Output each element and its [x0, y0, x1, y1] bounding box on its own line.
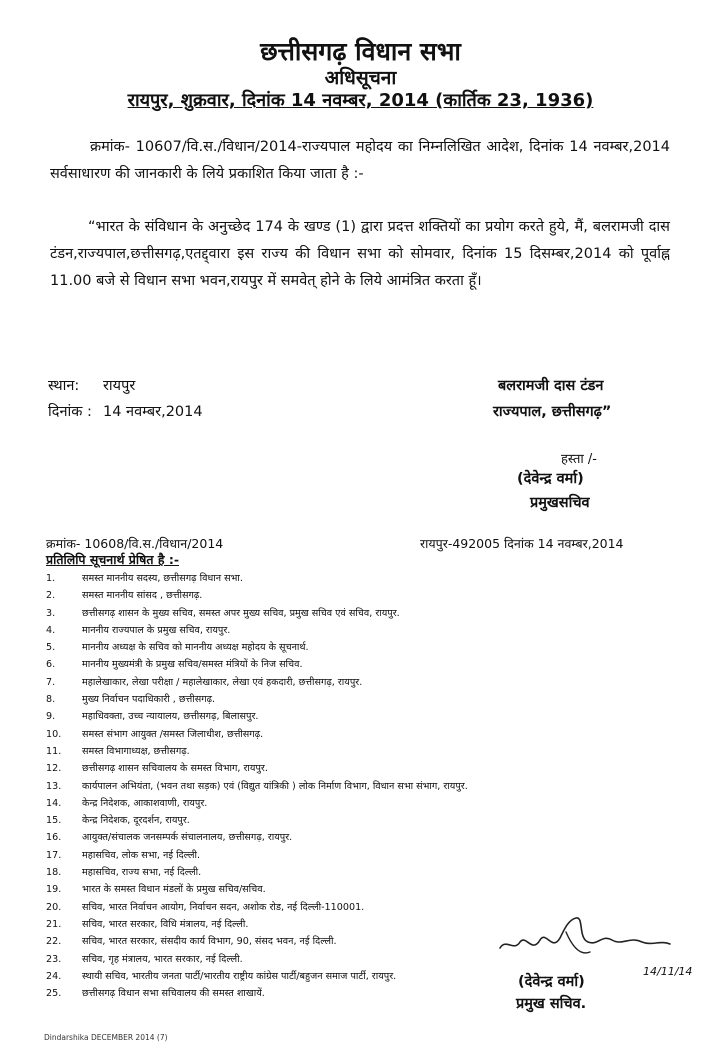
list-item [46, 900, 516, 917]
list-item-text: समस्त माननीय सदस्य, छत्तीसगढ़ विधान सभा. [82, 573, 243, 584]
dateline: रायपुर, शुक्रवार, दिनांक 14 नवम्बर, 2014 (कार्तिक 23, 1936) [127, 90, 594, 111]
list-item-number: 7. [46, 676, 56, 688]
list-item-number: 3. [46, 607, 56, 619]
list-item-number: 5. [46, 642, 56, 654]
signatory-name: (देवेन्द्र वर्मा) [518, 974, 585, 990]
list-item-text: भारत के समस्त विधान मंडलों के प्रमुख सचिव/सचिव. [82, 884, 266, 896]
date-value: 14 नवम्बर,2014 [103, 404, 203, 420]
list-item-number: 15. [46, 815, 62, 827]
list-item-text: मुख्य निर्वाचन पदाधिकारी , छत्तीसगढ़. [82, 694, 216, 706]
list-item-number: 10. [46, 728, 62, 740]
document-title: छत्तीसगढ़ विधान सभा [260, 37, 461, 66]
list-item [46, 675, 516, 692]
list-item [46, 709, 516, 726]
list-item-text: समस्त संभाग आयुक्त /समस्त जिलाधीश, छत्तीसगढ़. [82, 728, 264, 740]
list-item [46, 727, 516, 744]
signed-note: हस्ता /- [561, 452, 597, 467]
list-item-number: 25. [46, 988, 62, 1000]
list-item-text: छत्तीसगढ़ विधान सभा सचिवालय की समस्त शाखायें. [82, 988, 265, 1000]
list-item [46, 865, 516, 882]
list-item-number: 2. [46, 590, 56, 602]
list-item-number: 17. [46, 849, 62, 861]
list-item-number: 8. [46, 694, 56, 706]
list-item [46, 692, 516, 709]
list-item-text: समस्त विभागाध्यक्ष, छत्तीसगढ़. [82, 745, 190, 757]
list-item [46, 830, 516, 847]
list-item-number: 21. [46, 918, 62, 930]
list-item-number: 9. [46, 711, 56, 723]
list-item-number: 22. [46, 936, 62, 948]
list-item-text: सचिव, भारत सरकार, विधि मंत्रालय, नई दिल्ली. [82, 918, 249, 930]
place-value: रायपुर [103, 378, 136, 394]
governor-name: बलरामजी दास टंडन [498, 378, 604, 394]
list-item-text: सचिव, भारत सरकार, संसदीय कार्य विभाग, 90, संसद भवन, नई दिल्ली. [82, 936, 337, 948]
list-item-number: 20. [46, 901, 62, 913]
list-item-number: 6. [46, 659, 56, 671]
list-item-number: 14. [46, 797, 62, 809]
list-item [46, 796, 516, 813]
list-item-number: 13. [46, 780, 62, 792]
list-item [46, 969, 516, 986]
list-item-number: 24. [46, 970, 62, 982]
list-item-text: केन्द्र निदेशक, आकाशवाणी, रायपुर. [82, 797, 208, 809]
secretary-designation: प्रमुखसचिव [530, 495, 590, 511]
list-item [46, 657, 516, 674]
list-item [46, 986, 516, 1003]
list-item-number: 4. [46, 624, 56, 636]
list-item [46, 952, 516, 969]
list-item-text: माननीय अध्यक्ष के सचिव को माननीय अध्यक्ष महोदय के सूचनार्थ. [82, 642, 309, 654]
list-item [46, 934, 516, 951]
list-item [46, 640, 516, 657]
list-item [46, 882, 516, 899]
list-item [46, 917, 516, 934]
document-subtitle: अधिसूचना [324, 67, 397, 89]
list-item [46, 571, 516, 588]
copy-place-date: रायपुर-492005 दिनांक 14 नवम्बर,2014 [420, 536, 624, 551]
list-item-text: केन्द्र निदेशक, दूरदर्शन, रायपुर. [82, 815, 190, 827]
date-label: दिनांक : [48, 404, 92, 420]
signature-date-note: 14/11/14 [643, 965, 693, 978]
list-item-number: 19. [46, 884, 62, 896]
list-item-text: महासचिव, राज्य सभा, नई दिल्ली. [82, 867, 202, 879]
place-label: स्थान: [48, 378, 80, 394]
list-item-text: महाधिवक्ता, उच्च न्यायालय, छत्तीसगढ़, बिलासपुर. [82, 711, 259, 723]
list-item [46, 588, 516, 605]
list-item [46, 761, 516, 778]
list-item-text: सचिव, भारत निर्वाचन आयोग, निर्वाचन सदन, अशोक रोड, नई दिल्ली-110001. [82, 901, 365, 913]
list-item-text: महालेखाकार, लेखा परीक्षा / महालेखाकार, लेखा एवं हकदारी, छत्तीसगढ़, रायपुर. [82, 676, 363, 688]
page-footer: Dindarshika DECEMBER 2014 (7) [44, 1033, 168, 1042]
signatory-designation: प्रमुख सचिव. [516, 996, 587, 1012]
list-item-text: सचिव, गृह मंत्रालय, भारत सरकार, नई दिल्ली. [82, 953, 243, 965]
list-item-text: कार्यपालन अभियंता, (भवन तथा सड़क) एवं (विद्युत यांत्रिकी ) लोक निर्माण विभाग, विधान सभा संभाग, रायपुर. [82, 780, 468, 792]
list-item-text: समस्त माननीय सांसद , छत्तीसगढ़. [82, 590, 203, 602]
list-item [46, 813, 516, 830]
list-item-text: छत्तीसगढ़ शासन के मुख्य सचिव, समस्त अपर मुख्य सचिव, प्रमुख सचिव एवं सचिव, रायपुर. [82, 607, 400, 619]
order-intro: क्रमांक- 10607/वि.स./विधान/2014-राज्यपाल महोदय का निम्नलिखित आदेश, दिनांक 14 नवम्बर,2014 सर्वसाधारण की जानकारी के लिये प्रकाशित किया जाता है :- [50, 139, 670, 182]
order-body: “भारत के संविधान के अनुच्छेद 174 के खण्ड (1) द्वारा प्रदत्त शक्तियों का प्रयोग करते हुये, मैं, बलरामजी दास टंडन,राज्यपाल,छत्तीसगढ़,एतद्द्वारा इस राज्य की विधान सभा को सोमवार, दिनांक 15 दिसम्बर,2014 को पूर्वाह्न 11.00 बजे से विधान सभा भवन,रायपुर में समवेत् होने के लिये आमंत्रित करता हूँ। [50, 219, 670, 289]
list-item [46, 848, 516, 865]
list-item-number: 16. [46, 832, 62, 844]
list-item-text: आयुक्त/संचालक जनसम्पर्क संचालनालय, छत्तीसगढ़, रायपुर. [82, 832, 293, 844]
list-item-number: 11. [46, 745, 62, 757]
signature-scribble [492, 912, 682, 972]
list-item [46, 606, 516, 623]
list-item [46, 744, 516, 761]
list-item-number: 23. [46, 953, 62, 965]
list-item-text: महासचिव, लोक सभा, नई दिल्ली. [82, 849, 201, 861]
secretary-name: (देवेन्द्र वर्मा) [517, 471, 584, 487]
list-item-text: माननीय राज्यपाल के प्रमुख सचिव, रायपुर. [82, 624, 231, 636]
list-item-text: स्थायी सचिव, भारतीय जनता पार्टी/भारतीय राष्ट्रीय कांग्रेस पार्टी/बहुजन समाज पार्टी, रायपुर. [82, 970, 397, 982]
copy-heading: प्रतिलिपि सूचनार्थ प्रेषित है :- [46, 552, 180, 567]
list-item [46, 623, 516, 640]
copy-reference: क्रमांक- 10608/वि.स./विधान/2014 [46, 536, 224, 551]
governor-title: राज्यपाल, छत्तीसगढ़” [493, 404, 612, 420]
list-item [46, 779, 516, 796]
list-item-number: 12. [46, 763, 62, 775]
list-item-number: 18. [46, 867, 62, 879]
list-item-text: माननीय मुख्यमंत्री के प्रमुख सचिव/समस्त मंत्रियों के निज सचिव. [82, 659, 303, 671]
list-item-text: छत्तीसगढ़ शासन सचिवालय के समस्त विभाग, रायपुर. [82, 763, 268, 775]
distribution-list [46, 571, 516, 1003]
list-item-number: 1. [46, 573, 56, 584]
